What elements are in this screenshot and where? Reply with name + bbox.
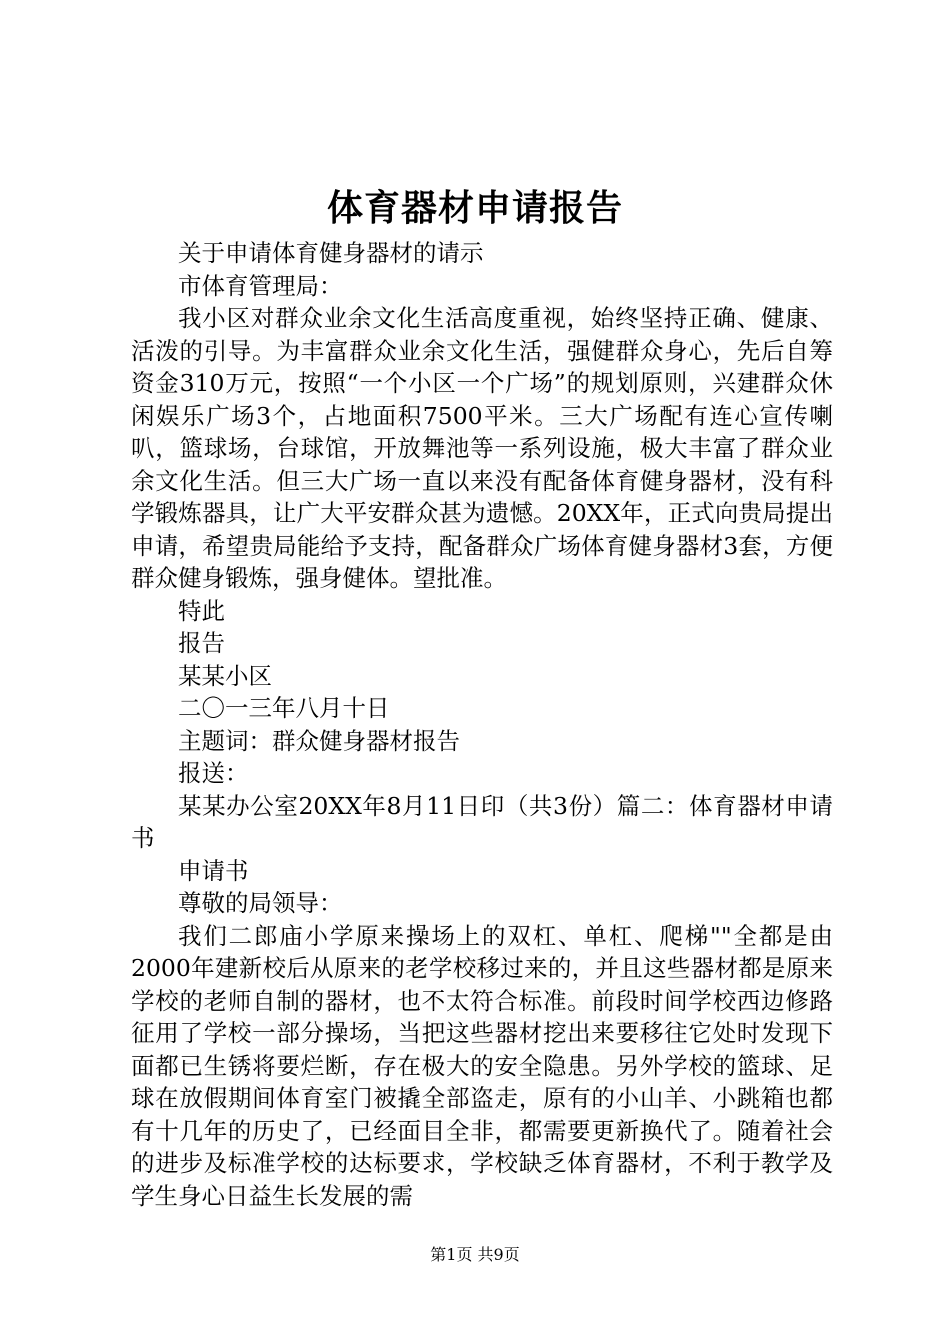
paragraph-closing-2: 报告 xyxy=(178,629,225,657)
paragraph-application-body: 我们二郎庙小学原来操场上的双杠、单杠、爬梯""全都是由2000年建新校后从原来的老学校移过来的，并且这些器材都是原来学校的老师自制的器材，也不太符合标准。前段时间学校西边修路征用了学校一部分操场，当把这些器材挖出来要移往它处时发现下面都已生锈将要烂断，存在极大的安全隐患。另外学校的篮球、足球在放假期间体育室门被撬全部盗走，原有的小山羊、小跳箱也都有十几年的历史了，已经面目全非，都需要更新换代了。随着社会的进步及标准学校的达标要求，学校缺乏体育器材，不利于教学及学生身心日益生长发展的需 xyxy=(131,921,833,1210)
paragraph-subject: 关于申请体育健身器材的请示 xyxy=(178,239,484,267)
paragraph-salutation: 尊敬的局领导： xyxy=(178,889,343,917)
paragraph-closing-1: 特此 xyxy=(178,596,225,625)
paragraph-send-to: 报送： xyxy=(178,759,249,787)
paragraph-print-info: 某某办公室20XX年8月11日印（共3份）篇二：体育器材申请书 xyxy=(131,791,833,852)
document-body xyxy=(131,237,833,1212)
document-title: 体育器材申请报告 xyxy=(326,187,623,229)
paragraph-keywords: 主题词：群众健身器材报告 xyxy=(178,726,460,755)
paragraph-addressee: 市体育管理局： xyxy=(178,271,343,300)
paragraph-application-title: 申请书 xyxy=(178,856,249,885)
paragraph-date: 二〇一三年八月十日 xyxy=(178,694,390,722)
page-number-footer: 第1页 共9页 xyxy=(430,1245,520,1264)
paragraph-sender: 某某小区 xyxy=(178,661,272,690)
paragraph-request-body: 我小区对群众业余文化生活高度重视，始终坚持正确、健康、活泼的引导。为丰富群众业余文化生活，强健群众身心，先后自筹资金310万元，按照“一个小区一个广场”的规划原则，兴建群众休闲娱乐广场3个，占地面积7500平米。三大广场配有连心宣传喇叭，篮球场，台球馆，开放舞池等一系列设施，极大丰富了群众业余文化生活。但三大广场一直以来没有配备体育健身器材，没有科学锻炼器具，让广大平安群众甚为遗憾。20XX年，正式向贵局提出申请，希望贵局能给予支持，配备群众广场体育健身器材3套，方便群众健身锻炼，强身健体。望批准。 xyxy=(131,304,833,592)
